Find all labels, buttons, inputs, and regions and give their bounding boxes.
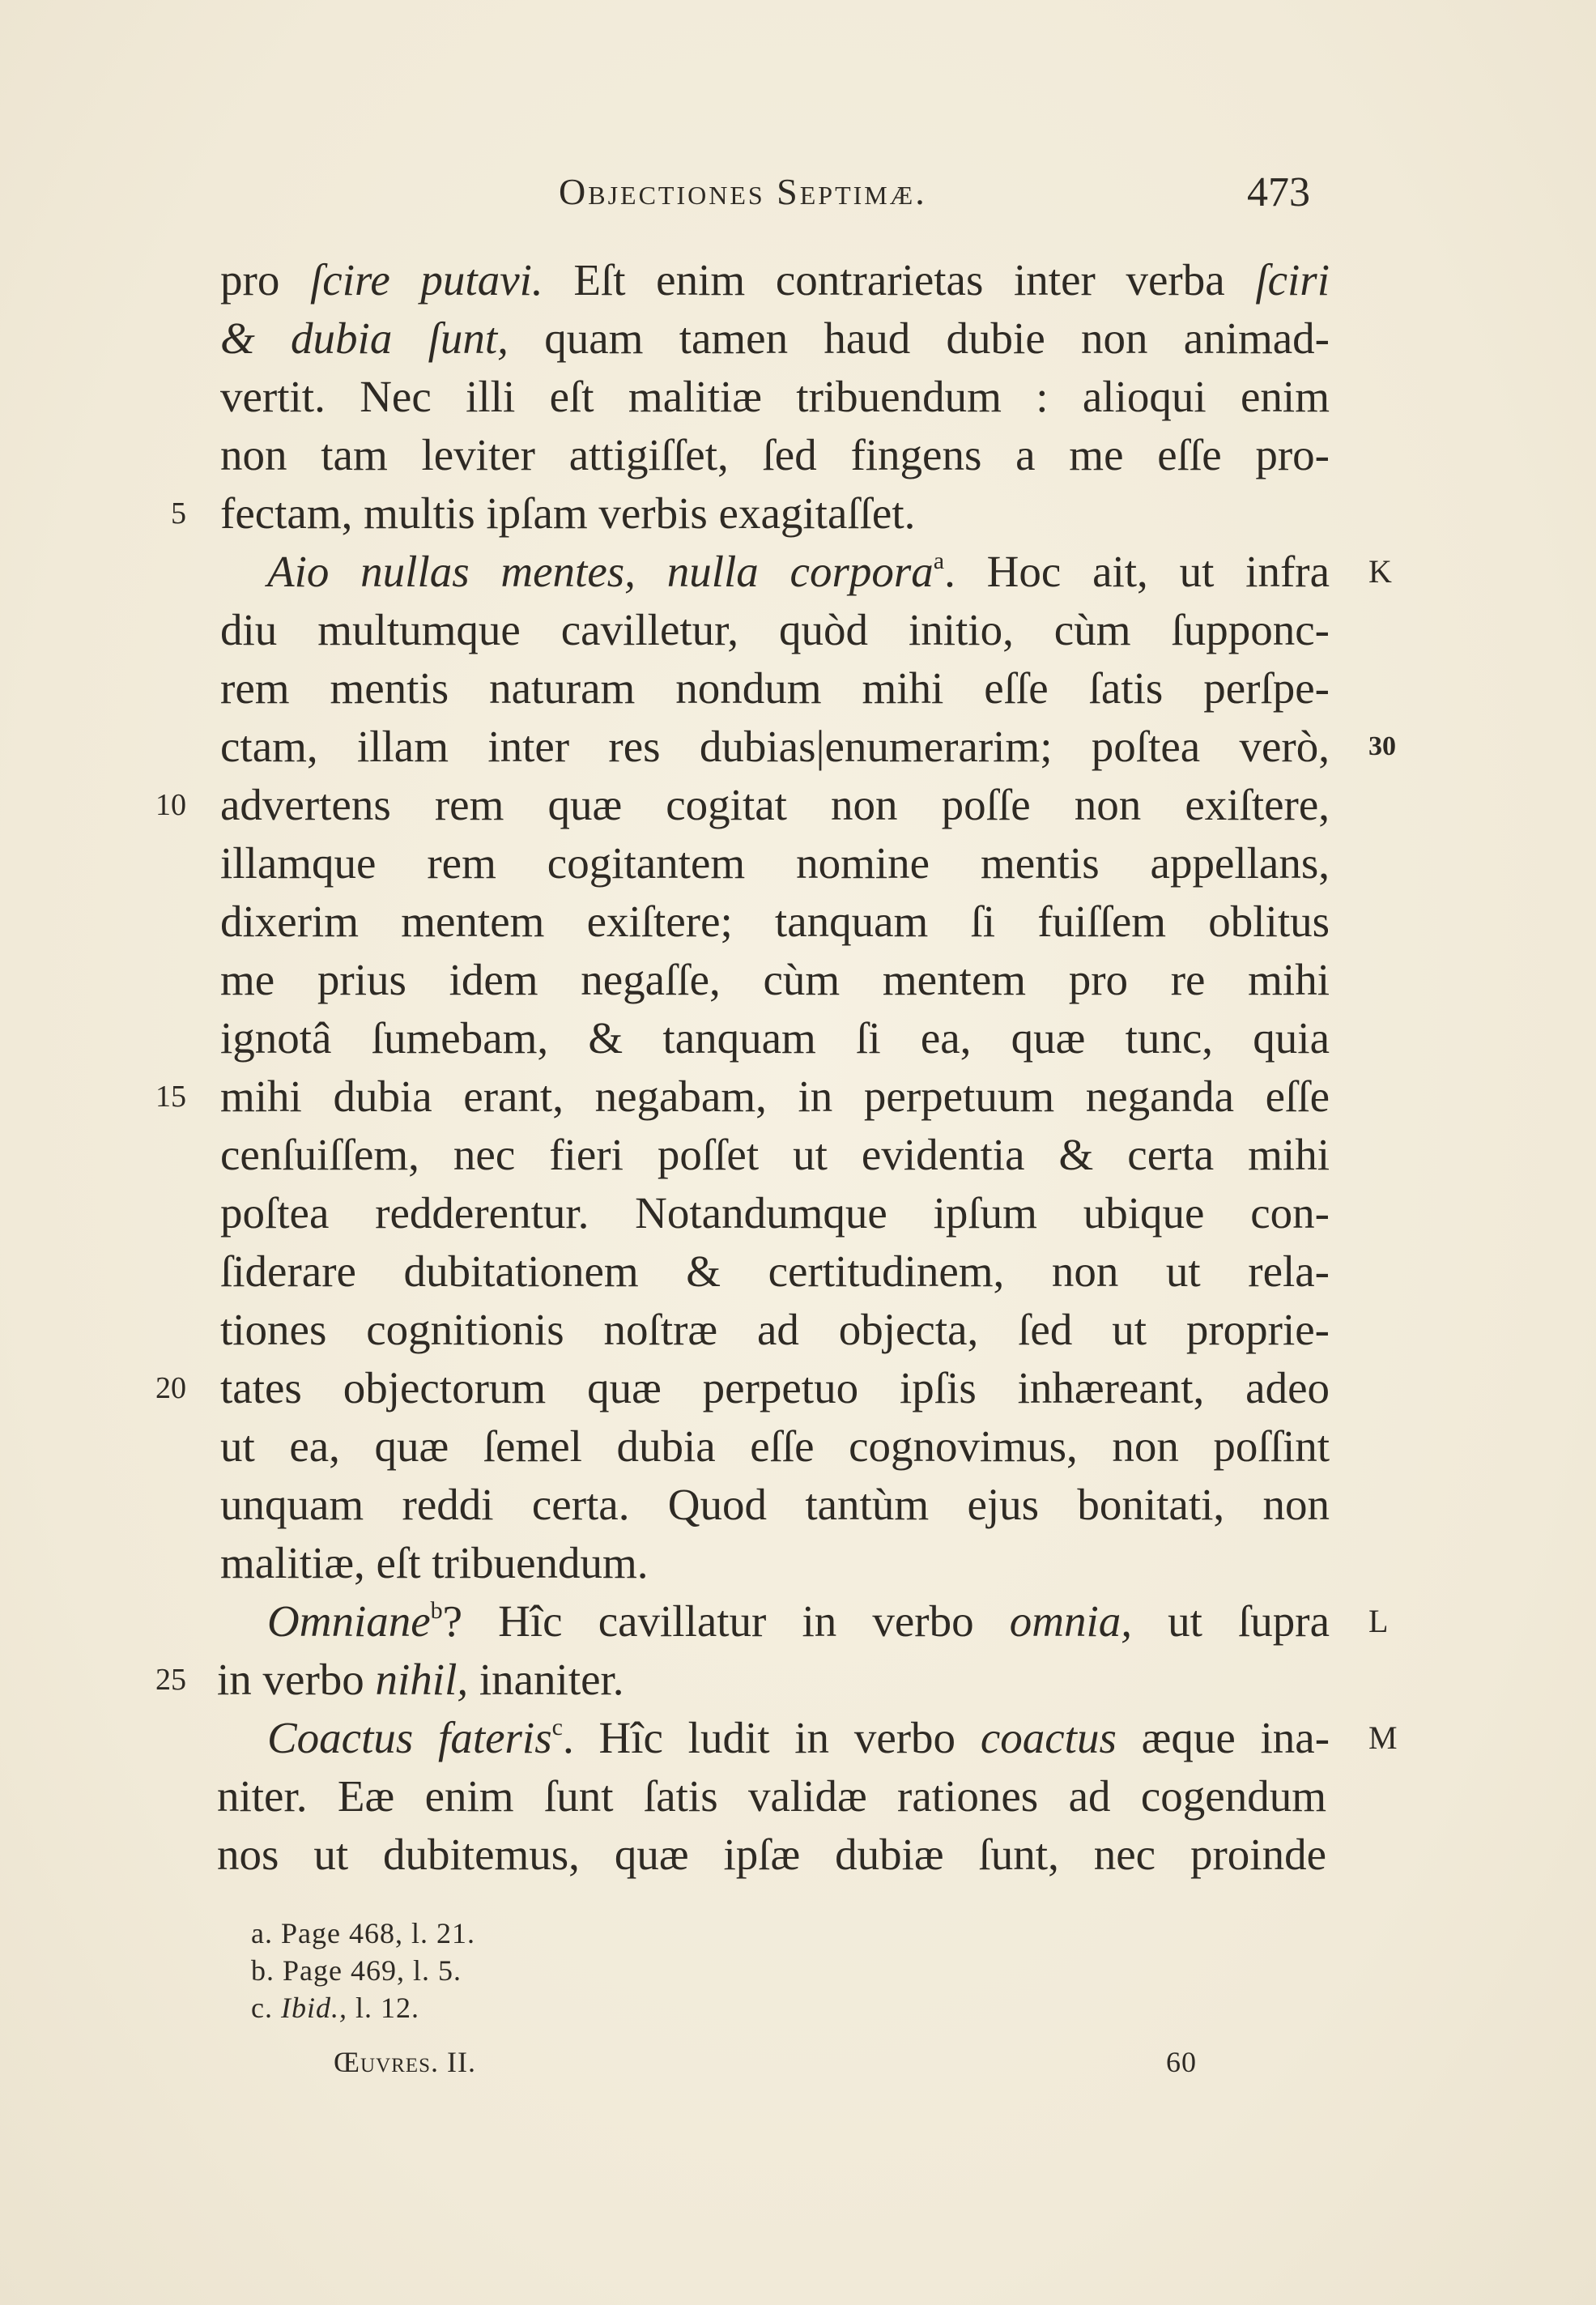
text-line: tates objectorum quæ perpetuo ipſis inhæreant, adeo [220,1363,1330,1412]
running-head: Objectiones Septimæ. [559,171,927,212]
text-line: in verbo nihil, inaniter. [217,1655,624,1704]
text-line: niter. Eæ enim ſunt ſatis validæ rationes ad cogendum [217,1771,1326,1821]
text-line: Aio nullas mentes, nulla corpora$^a$. Hoc ait, ut infra [267,547,1330,596]
text-line: cenſuiſſem, nec fieri poſſet ut evidentia & certa mihi [220,1130,1330,1179]
margin-note: K [1368,553,1392,590]
line-number: 20 [155,1371,186,1405]
text-line: illamque rem cogitantem nomine mentis appellans, [220,838,1330,888]
page-number: 473 [1247,169,1310,215]
text-line: ctam, illam inter res dubias|enumerarim; poſtea verò, [220,722,1330,771]
text-line: ut ea, quæ ſemel dubia eſſe cognovimus, non poſſint [220,1421,1330,1471]
text-line: poſtea redderentur. Notandumque ipſum ubique con- [220,1188,1330,1238]
text-line: diu multumque cavilletur, quòd initio, cùm ſupponc- [220,605,1330,654]
footnotes [251,1915,475,2026]
margin-note: M [1368,1719,1398,1756]
text-line: Omniane$^b$? Hîc cavillatur in verbo omnia, ut ſupra [267,1596,1330,1646]
signature-number: 60 [1166,2046,1197,2078]
line-number: 5 [171,496,186,530]
footnote: c. Ibid., l. 12. [251,1992,419,2024]
footnote: a. Page 468, l. 21. [251,1917,475,1949]
text-line: ignotâ ſumebam, & tanquam ſi ea, quæ tunc, quia [220,1013,1330,1063]
text-line: malitiæ, eſt tribuendum. [220,1538,649,1587]
footnote: b. Page 469, l. 5. [251,1954,462,1987]
text-line: advertens rem quæ cogitat non poſſe non exiſtere, [220,780,1330,829]
text-line: unquam reddi certa. Quod tantùm ejus bonitati, non [220,1480,1330,1529]
text-line: non tam leviter attigiſſet, ſed fingens a me eſſe pro- [220,430,1330,479]
line-number: 10 [155,788,186,822]
text-line: dixerim mentem exiſtere; tanquam ſi fuiſſem oblitus [220,897,1330,946]
text-line: vertit. Nec illi eſt malitiæ tribuendum : alioqui enim [220,372,1330,421]
line-number: 25 [155,1663,186,1697]
line-number: 15 [155,1080,186,1114]
text-line: ſiderare dubitationem & certitudinem, non ut rela- [220,1246,1330,1296]
text-line: Coactus fateris$^c$. Hîc ludit in verbo coactus æque ina- [267,1713,1330,1762]
text-line: nos ut dubitemus, quæ ipſæ dubiæ ſunt, nec proinde [217,1830,1326,1879]
text-line: tiones cognitionis noſtræ ad objecta, ſed ut proprie- [220,1305,1330,1354]
text-line: fectam, multis ipſam verbis exagitaſſet. [220,488,916,538]
margin-note: L [1368,1603,1389,1639]
margin-note: 30 [1368,731,1396,761]
text-line: mihi dubia erant, negabam, in perpetuum neganda eſſe [220,1072,1330,1121]
signature-volume: Œuvres. II. [334,2046,476,2078]
text-line: me prius idem negaſſe, cùm mentem pro re mihi [220,955,1330,1004]
text-line: & dubia ſunt, quam tamen haud dubie non animad- [220,313,1330,363]
text-line: pro ſcire putavi. Eſt enim contrarietas inter verba ſciri [220,255,1330,305]
text-line: rem mentis naturam nondum mihi eſſe ſatis perſpe- [220,663,1330,713]
